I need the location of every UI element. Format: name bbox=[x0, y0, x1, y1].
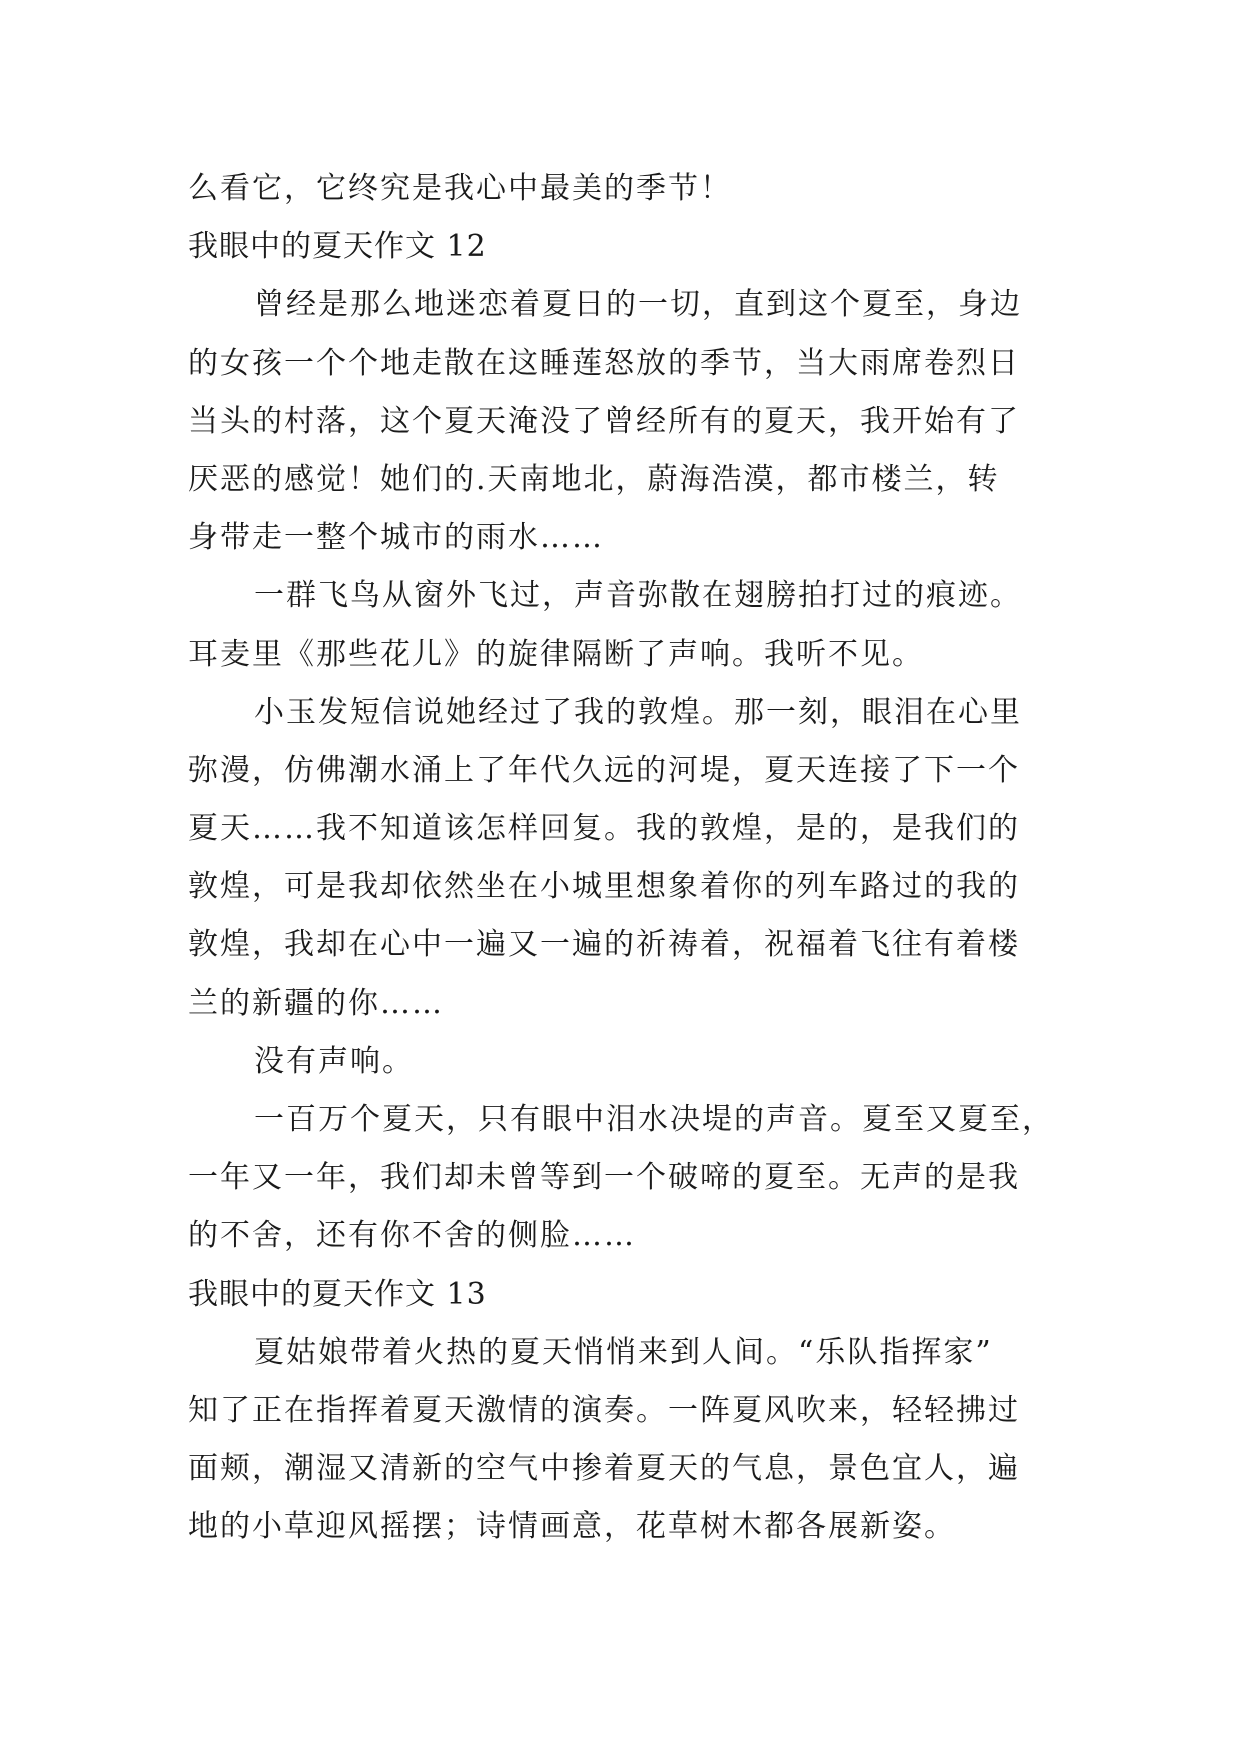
text-line: 的不舍，还有你不舍的侧脸…… bbox=[188, 1218, 636, 1254]
text-line: 敦煌，可是我却依然坐在小城里想象着你的列车路过的我的 bbox=[188, 869, 1020, 905]
text-line: 夏天……我不知道该怎样回复。我的敦煌，是的，是我们的 bbox=[188, 811, 1020, 847]
text-line: 的女孩一个个地走散在这睡莲怒放的季节，当大雨席卷烈日 bbox=[188, 345, 1020, 381]
text-line: 夏姑娘带着火热的夏天悄悄来到人间。“乐队指挥家” bbox=[254, 1334, 993, 1370]
text-line: 没有声响。 bbox=[254, 1043, 414, 1079]
section-heading: 我眼中的夏天作文 12 bbox=[188, 229, 487, 265]
text-line: 一年又一年，我们却未曾等到一个破啼的夏至。无声的是我 bbox=[188, 1160, 1020, 1196]
text-line: 么看它，它终究是我心中最美的季节！ bbox=[188, 171, 732, 206]
section-heading: 我眼中的夏天作文 13 bbox=[188, 1276, 487, 1312]
text-line: 敦煌，我却在心中一遍又一遍的祈祷着，祝福着飞往有着楼 bbox=[188, 927, 1020, 963]
text-line: 一百万个夏天，只有眼中泪水决堤的声音。夏至又夏至， bbox=[254, 1102, 1054, 1137]
text-line: 曾经是那么地迷恋着夏日的一切，直到这个夏至，身边 bbox=[254, 287, 1022, 323]
text-line: 当头的村落，这个夏天淹没了曾经所有的夏天，我开始有了 bbox=[188, 403, 1020, 439]
text-line: 面颊，潮湿又清新的空气中掺着夏天的气息，景色宜人，遍 bbox=[188, 1451, 1020, 1487]
text-line: 厌恶的感觉！她们的.天南地北，蔚海浩漠，都市楼兰，转 bbox=[188, 461, 1000, 497]
document-body bbox=[188, 160, 1068, 1557]
text-line: 耳麦里《那些花儿》的旋律隔断了声响。我听不见。 bbox=[188, 636, 924, 672]
text-line: 身带走一整个城市的雨水…… bbox=[188, 520, 604, 556]
text-line: 小玉发短信说她经过了我的敦煌。那一刻，眼泪在心里 bbox=[254, 694, 1022, 730]
text-line: 地的小草迎风摇摆；诗情画意，花草树木都各展新姿。 bbox=[188, 1509, 956, 1545]
text-line: 知了正在指挥着夏天激情的演奏。一阵夏风吹来，轻轻拂过 bbox=[188, 1392, 1020, 1428]
text-line: 弥漫，仿佛潮水涌上了年代久远的河堤，夏天连接了下一个 bbox=[188, 752, 1020, 788]
text-line: 一群飞鸟从窗外飞过，声音弥散在翅膀拍打过的痕迹。 bbox=[254, 578, 1022, 614]
text-line: 兰的新疆的你…… bbox=[188, 985, 444, 1021]
